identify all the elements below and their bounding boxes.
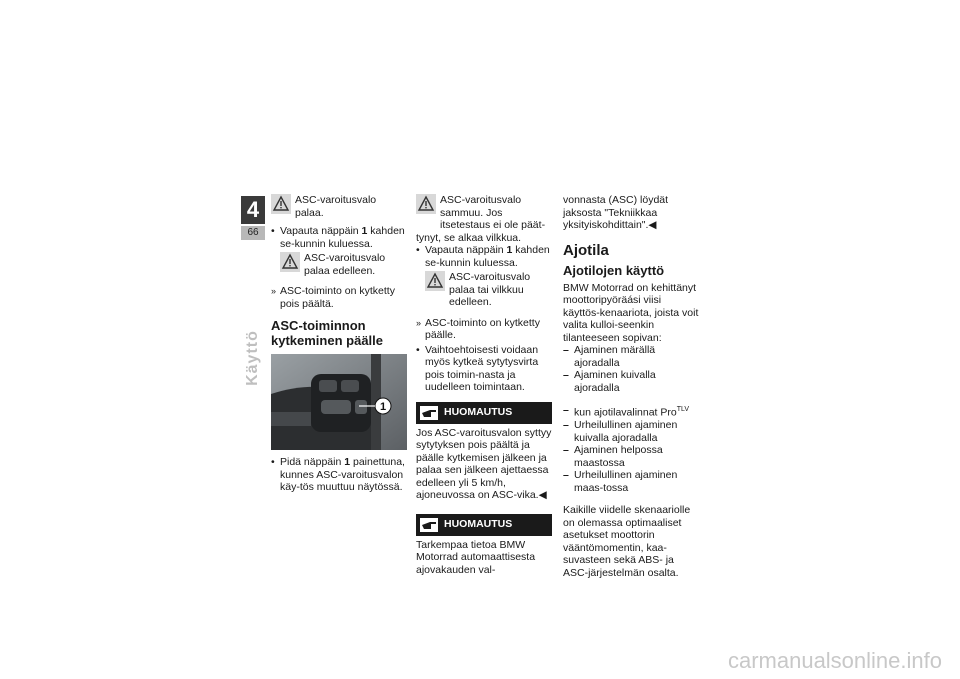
warning-line bbox=[271, 194, 407, 219]
warning-line bbox=[416, 194, 552, 232]
result-item: » ASC-toiminto on kytketty päälle. bbox=[416, 317, 552, 342]
bullet-item: • Vapauta näppäin 1 kahden se-kunnin kuluessa. bbox=[416, 244, 552, 269]
asc-warning-icon bbox=[425, 271, 445, 291]
column-1 bbox=[271, 194, 407, 496]
warning-continuation: tynyt, se alkaa vilkkua. bbox=[416, 231, 522, 244]
chapter-number: 4 bbox=[241, 196, 265, 224]
chapter-tab bbox=[241, 196, 265, 240]
bullet-item: • Pidä näppäin 1 painettuna, kunnes ASC-varoitusvalon käy-tös muuttuu näytössä. bbox=[271, 456, 407, 494]
warning-text: ASC-varoitusvalo sammuu. Jos itsetestaus ei ole päät- bbox=[440, 194, 546, 231]
asc-warning-icon bbox=[280, 252, 300, 272]
intro-paragraph: BMW Motorrad on kehittänyt moottoripyöräási viisi käyttös-kenaariota, joista voit valita kulloi-seenkin tilanteeseen sopivan: bbox=[563, 281, 699, 344]
result-item: » ASC-toiminto on kytketty pois päältä. bbox=[271, 285, 407, 310]
note-text: Jos ASC-varoitusvalon syttyy sytytyksen pois päältä ja päälle kytkemisen jälkeen ja palaa sen jälkeen ajettaessa edelleen yli 5 km/h, ajoneuvossa on ASC-vika.◀ bbox=[416, 426, 552, 501]
list-item: – Ajaminen helpossa maastossa bbox=[563, 444, 699, 469]
note-text: Tarkempaa tietoa BMW Motorrad automaattisesta ajovakauden val- bbox=[416, 538, 536, 576]
section-label: Käyttö bbox=[244, 330, 261, 386]
list-item: – kun ajotilavalinnat Pro$^{TLV}$ bbox=[563, 404, 699, 419]
list-item: – Urheilullinen ajaminen maas-tossa bbox=[563, 469, 699, 494]
asc-warning-icon bbox=[416, 194, 436, 214]
warning-text: ASC-varoitusvalo palaa edelleen. bbox=[304, 252, 386, 277]
continuation-text: vonnasta (ASC) löydät jaksosta "Tekniikkaa yksityiskohdittain".◀ bbox=[563, 194, 669, 231]
column-3 bbox=[563, 194, 699, 579]
note-title: HUOMAUTUS bbox=[444, 406, 513, 419]
column-2 bbox=[416, 194, 552, 576]
bullet-item: • Vaihtoehtoisesti voidaan myös kytkeä sytytysvirta pois toimin-nasta ja uudelleen toimintaan. bbox=[416, 344, 552, 394]
note-header bbox=[416, 402, 552, 424]
subsection-heading: Ajotilojen käyttö bbox=[563, 262, 665, 278]
note-header bbox=[416, 514, 552, 536]
asc-warning-icon bbox=[271, 194, 291, 214]
list-item: – Urheilullinen ajaminen kuivalla ajoradalla bbox=[563, 419, 699, 444]
hand-pointer-icon bbox=[420, 406, 438, 420]
hand-pointer-icon bbox=[420, 518, 438, 532]
handlebar-switch-photo bbox=[271, 354, 407, 450]
warning-line bbox=[425, 271, 552, 309]
page-number: 66 bbox=[241, 226, 265, 240]
list-item: – Ajaminen kuivalla ajoradalla bbox=[563, 369, 699, 394]
note-title: HUOMAUTUS bbox=[444, 518, 513, 531]
watermark: carmanualsonline.info bbox=[727, 648, 942, 673]
warning-text: ASC-varoitusvalo palaa. bbox=[295, 194, 377, 219]
warning-text: ASC-varoitusvalo palaa tai vilkkuu edelleen. bbox=[449, 271, 531, 308]
bullet-item: • Vapauta näppäin 1 kahden se-kunnin kuluessa. bbox=[271, 225, 407, 250]
callout-label: 1 bbox=[379, 401, 387, 413]
list-item: – Ajaminen märällä ajoradalla bbox=[563, 344, 699, 369]
section-title: Ajotila bbox=[563, 241, 609, 259]
warning-line bbox=[280, 252, 407, 277]
section-heading: ASC-toiminnon kytkeminen päälle bbox=[271, 318, 383, 348]
outro-paragraph: Kaikille viidelle skenaariolle on olemassa optimaaliset asetukset moottorin vääntömomentin, kaa-suvasteen sekä ABS- ja ASC-järjestelmän osalta. bbox=[563, 504, 691, 579]
